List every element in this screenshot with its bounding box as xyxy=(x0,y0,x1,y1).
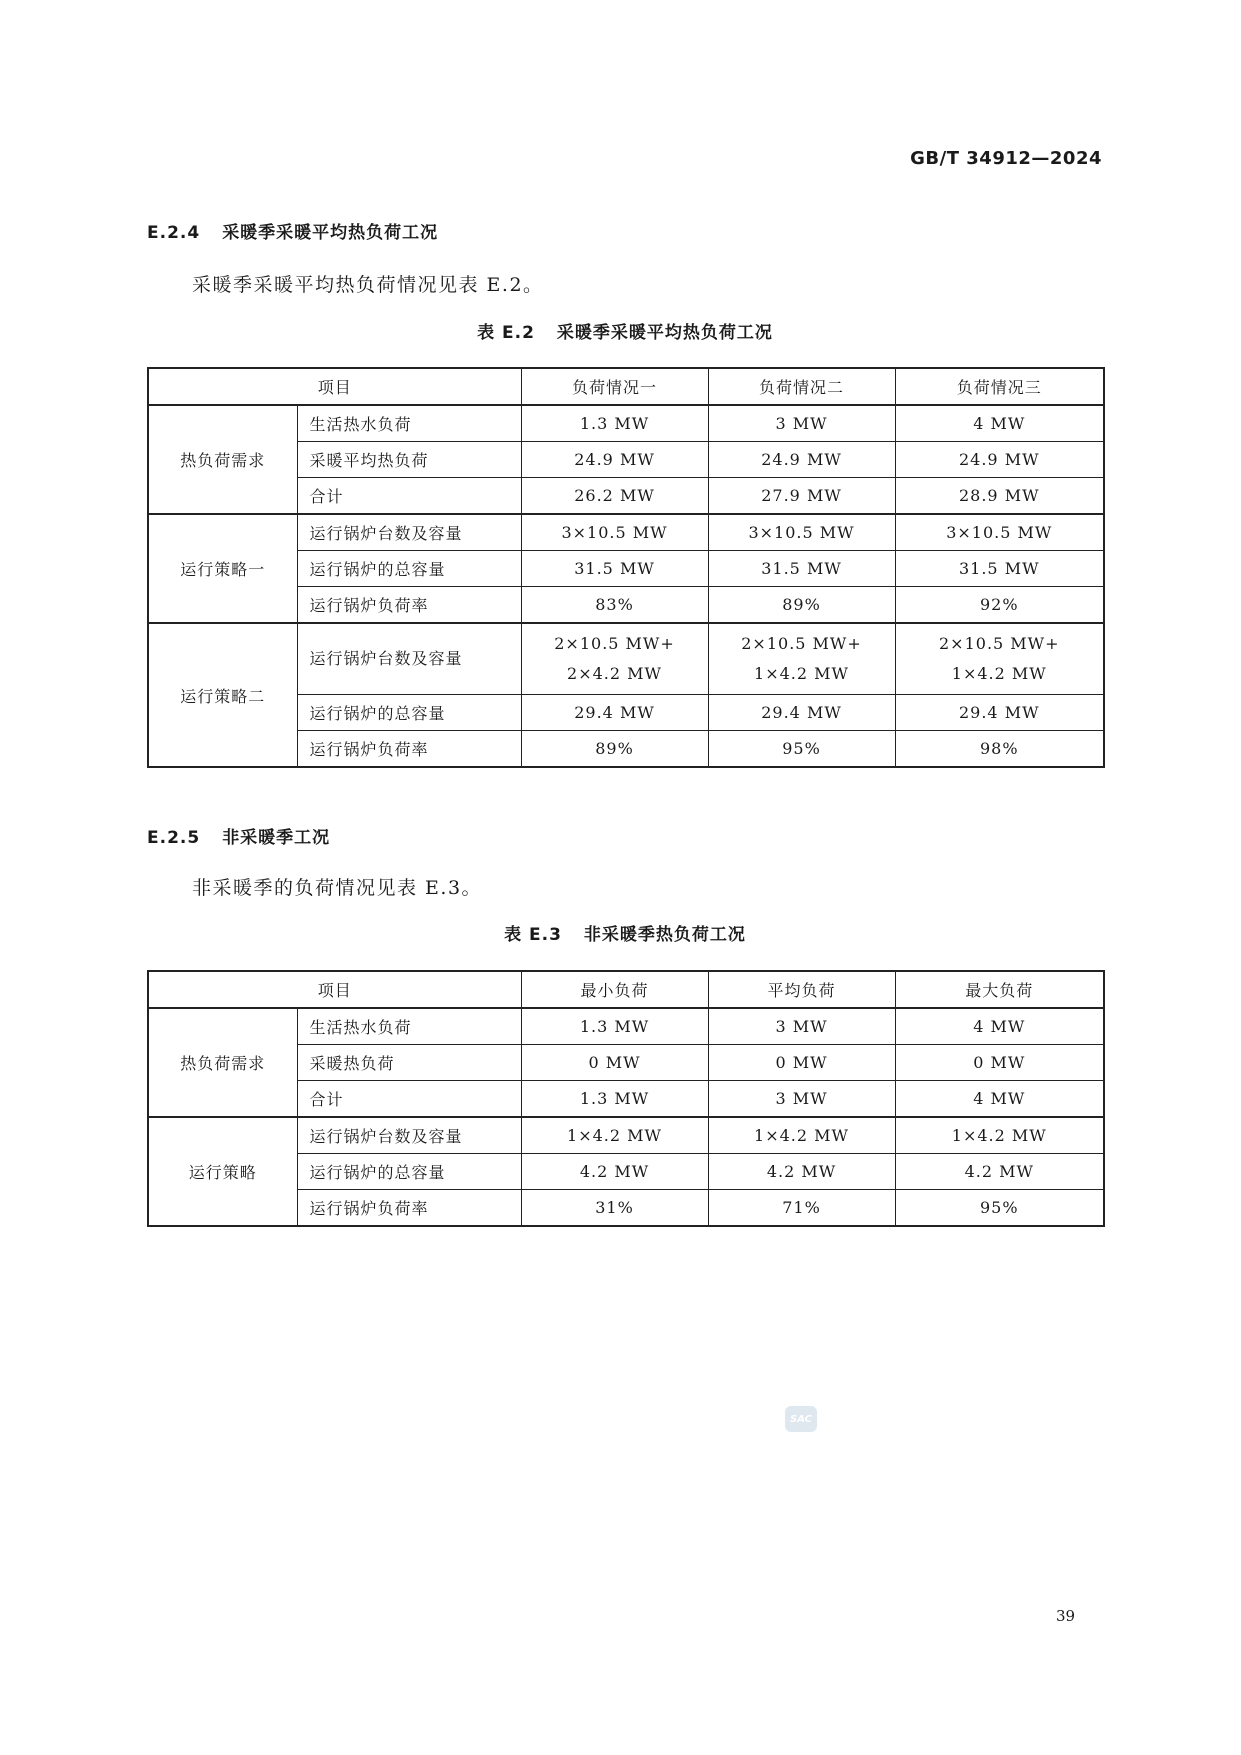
value-cell: 3 MW xyxy=(708,1081,895,1118)
value-cell: 95% xyxy=(708,731,895,768)
value-cell: 31% xyxy=(521,1190,708,1227)
header-cell: 最小负荷 xyxy=(521,971,708,1008)
table-number: 表 E.3 xyxy=(504,925,562,945)
value-cell: 31.5 MW xyxy=(895,551,1104,587)
value-cell: 2×10.5 MW+ 1×4.2 MW xyxy=(895,623,1104,695)
paragraph-e24: 采暖季采暖平均热负荷情况见表 E.2。 xyxy=(192,274,544,296)
value-cell: 24.9 MW xyxy=(521,442,708,478)
group-label-cell: 热负荷需求 xyxy=(148,405,297,514)
value-cell: 1.3 MW xyxy=(521,405,708,442)
value-cell: 3×10.5 MW xyxy=(708,514,895,551)
value-cell: 0 MW xyxy=(895,1045,1104,1081)
item-cell: 运行锅炉台数及容量 xyxy=(297,1117,521,1154)
table-header-row xyxy=(148,971,1104,1008)
value-cell: 28.9 MW xyxy=(895,478,1104,515)
section-title: 非采暖季工况 xyxy=(222,828,331,848)
value-cell: 4.2 MW xyxy=(895,1154,1104,1190)
table-number: 表 E.2 xyxy=(477,323,535,343)
value-cell: 4 MW xyxy=(895,1081,1104,1118)
table-caption-e3 xyxy=(147,920,1103,945)
value-cell: 2×10.5 MW+ 1×4.2 MW xyxy=(708,623,895,695)
value-cell: 27.9 MW xyxy=(708,478,895,515)
item-cell: 运行锅炉的总容量 xyxy=(297,551,521,587)
table-e2 xyxy=(147,367,1105,768)
value-cell: 71% xyxy=(708,1190,895,1227)
section-heading-e25 xyxy=(147,823,330,848)
value-cell: 1×4.2 MW xyxy=(521,1117,708,1154)
value-cell: 4 MW xyxy=(895,405,1104,442)
table-row xyxy=(148,623,1104,695)
group-label-cell: 运行策略一 xyxy=(148,514,297,623)
item-cell: 运行锅炉的总容量 xyxy=(297,695,521,731)
value-cell: 0 MW xyxy=(521,1045,708,1081)
value-cell: 4.2 MW xyxy=(521,1154,708,1190)
value-cell: 95% xyxy=(895,1190,1104,1227)
header-cell: 平均负荷 xyxy=(708,971,895,1008)
table-row xyxy=(148,514,1104,551)
value-cell: 1×4.2 MW xyxy=(895,1117,1104,1154)
value-cell: 3×10.5 MW xyxy=(521,514,708,551)
value-cell: 3 MW xyxy=(708,405,895,442)
item-cell: 生活热水负荷 xyxy=(297,1008,521,1045)
item-cell: 运行锅炉台数及容量 xyxy=(297,514,521,551)
table-row xyxy=(148,405,1104,442)
section-heading-e24 xyxy=(147,218,438,243)
table-row xyxy=(148,1117,1104,1154)
header-cell: 负荷情况一 xyxy=(521,368,708,405)
page-number: 39 xyxy=(1056,1607,1076,1625)
item-cell: 运行锅炉的总容量 xyxy=(297,1154,521,1190)
item-cell: 合计 xyxy=(297,1081,521,1118)
item-cell: 运行锅炉负荷率 xyxy=(297,1190,521,1227)
table-title: 非采暖季热负荷工况 xyxy=(583,925,746,945)
value-cell: 1×4.2 MW xyxy=(708,1117,895,1154)
section-number: E.2.5 xyxy=(147,828,201,848)
value-cell: 1.3 MW xyxy=(521,1008,708,1045)
value-cell: 98% xyxy=(895,731,1104,768)
value-cell: 3 MW xyxy=(708,1008,895,1045)
item-cell: 采暖热负荷 xyxy=(297,1045,521,1081)
value-cell: 2×10.5 MW+ 2×4.2 MW xyxy=(521,623,708,695)
document-id: GB/T 34912—2024 xyxy=(910,148,1102,169)
value-cell: 29.4 MW xyxy=(708,695,895,731)
header-cell: 负荷情况二 xyxy=(708,368,895,405)
item-cell: 运行锅炉台数及容量 xyxy=(297,623,521,695)
table-e3 xyxy=(147,970,1105,1227)
value-cell: 89% xyxy=(521,731,708,768)
value-cell: 4 MW xyxy=(895,1008,1104,1045)
table-caption-e2 xyxy=(147,318,1103,343)
item-cell: 运行锅炉负荷率 xyxy=(297,731,521,768)
header-cell: 项目 xyxy=(148,971,521,1008)
value-cell: 24.9 MW xyxy=(895,442,1104,478)
header-cell: 负荷情况三 xyxy=(895,368,1104,405)
paragraph-e25: 非采暖季的负荷情况见表 E.3。 xyxy=(192,877,483,899)
section-number: E.2.4 xyxy=(147,223,201,243)
value-cell: 29.4 MW xyxy=(521,695,708,731)
item-cell: 合计 xyxy=(297,478,521,515)
group-label-cell: 热负荷需求 xyxy=(148,1008,297,1117)
header-cell: 最大负荷 xyxy=(895,971,1104,1008)
value-cell: 1.3 MW xyxy=(521,1081,708,1118)
group-label-cell: 运行策略 xyxy=(148,1117,297,1226)
table-header-row xyxy=(148,368,1104,405)
item-cell: 采暖平均热负荷 xyxy=(297,442,521,478)
value-cell: 29.4 MW xyxy=(895,695,1104,731)
value-cell: 4.2 MW xyxy=(708,1154,895,1190)
item-cell: 运行锅炉负荷率 xyxy=(297,587,521,624)
value-cell: 24.9 MW xyxy=(708,442,895,478)
value-cell: 92% xyxy=(895,587,1104,624)
item-cell: 生活热水负荷 xyxy=(297,405,521,442)
value-cell: 0 MW xyxy=(708,1045,895,1081)
group-label-cell: 运行策略二 xyxy=(148,623,297,767)
table-row xyxy=(148,1008,1104,1045)
sac-logo: SAC xyxy=(785,1406,817,1432)
value-cell: 89% xyxy=(708,587,895,624)
value-cell: 31.5 MW xyxy=(521,551,708,587)
table-title: 采暖季采暖平均热负荷工况 xyxy=(556,323,773,343)
section-title: 采暖季采暖平均热负荷工况 xyxy=(222,223,439,243)
value-cell: 3×10.5 MW xyxy=(895,514,1104,551)
value-cell: 83% xyxy=(521,587,708,624)
value-cell: 26.2 MW xyxy=(521,478,708,515)
header-cell: 项目 xyxy=(148,368,521,405)
value-cell: 31.5 MW xyxy=(708,551,895,587)
